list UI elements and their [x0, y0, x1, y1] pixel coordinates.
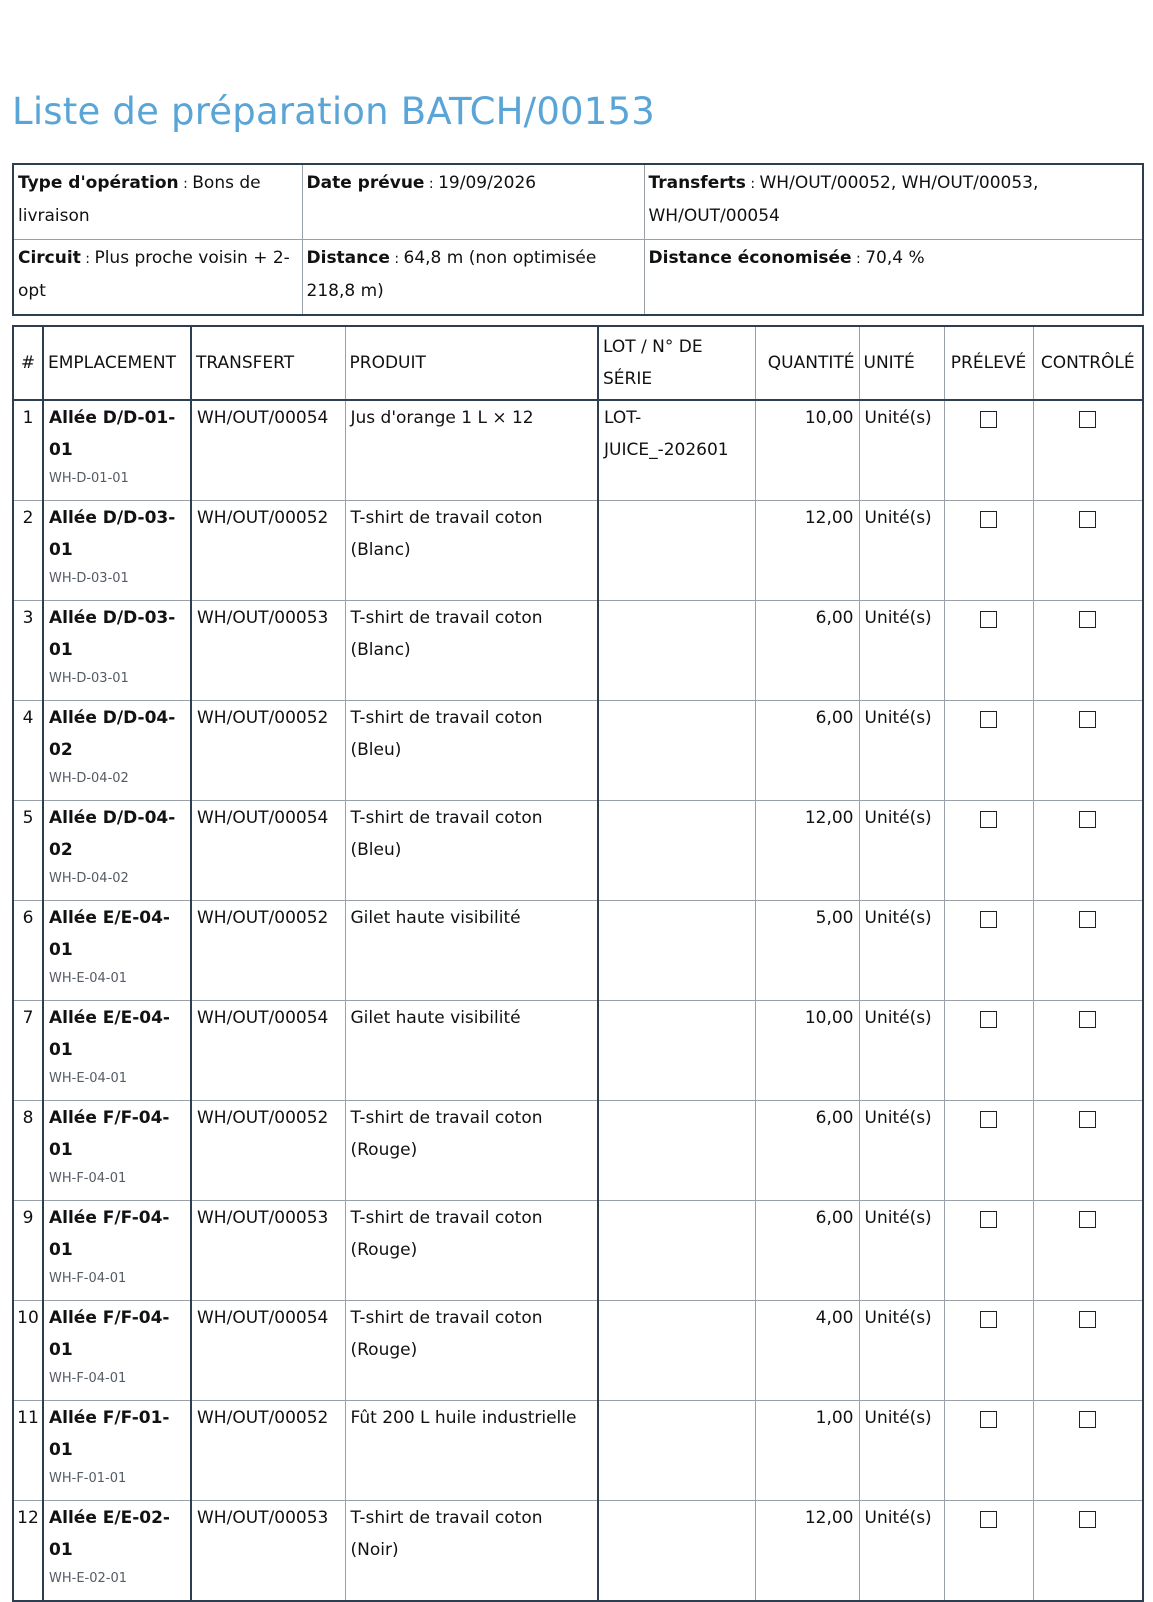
quantity-cell: 4,00 — [755, 1301, 859, 1401]
row-number: 9 — [13, 1201, 43, 1301]
picked-checkbox[interactable] — [980, 1111, 997, 1128]
row-number: 7 — [13, 1001, 43, 1101]
unit-cell: Unité(s) — [859, 1501, 944, 1602]
picked-cell — [944, 801, 1033, 901]
location-name: Allée E/E-02-01 — [49, 1508, 170, 1560]
table-row — [13, 501, 1143, 601]
col-header-lot: LOT / N° DE SÉRIE — [598, 326, 755, 400]
quantity-cell: 12,00 — [755, 801, 859, 901]
unit-cell: Unité(s) — [859, 1401, 944, 1501]
row-number: 5 — [13, 801, 43, 901]
transfer-cell: WH/OUT/00053 — [191, 1201, 345, 1301]
operation-type-value: Bons de livraison — [18, 173, 261, 226]
location-code: WH-E-02-01 — [49, 1571, 127, 1586]
quantity-cell: 10,00 — [755, 1001, 859, 1101]
quantity-cell: 10,00 — [755, 400, 859, 501]
location-code: WH-F-04-01 — [49, 1371, 127, 1386]
location-name: Allée E/E-04-01 — [49, 908, 170, 960]
transfer-cell: WH/OUT/00052 — [191, 1401, 345, 1501]
lot-cell — [598, 1001, 755, 1101]
checked-cell — [1033, 801, 1143, 901]
checked-cell — [1033, 901, 1143, 1001]
transfers-cell: Transferts : WH/OUT/00052, WH/OUT/00053, WH/OUT/00054 — [644, 164, 1143, 240]
picked-checkbox[interactable] — [980, 711, 997, 728]
table-row — [13, 601, 1143, 701]
picked-checkbox[interactable] — [980, 611, 997, 628]
transfer-cell: WH/OUT/00052 — [191, 1101, 345, 1201]
product-cell: Jus d'orange 1 L × 12 — [345, 400, 598, 501]
table-row — [13, 1501, 1143, 1602]
location-code: WH-F-04-01 — [49, 1271, 127, 1286]
table-row — [13, 1401, 1143, 1501]
picked-cell — [944, 601, 1033, 701]
table-row — [13, 901, 1143, 1001]
page-title: Liste de préparation BATCH/00153 — [12, 90, 656, 133]
col-header-location: EMPLACEMENT — [43, 326, 191, 400]
table-row — [13, 701, 1143, 801]
row-number: 1 — [13, 400, 43, 501]
unit-cell: Unité(s) — [859, 701, 944, 801]
location-cell — [43, 1301, 191, 1401]
location-name: Allée F/F-04-01 — [49, 1108, 170, 1160]
row-number: 11 — [13, 1401, 43, 1501]
picked-cell — [944, 1001, 1033, 1101]
row-number: 8 — [13, 1101, 43, 1201]
saved-distance-cell: Distance économisée : 70,4 % — [644, 240, 1143, 316]
checked-checkbox[interactable] — [1079, 711, 1096, 728]
checked-cell — [1033, 701, 1143, 801]
unit-cell: Unité(s) — [859, 801, 944, 901]
picked-checkbox[interactable] — [980, 911, 997, 928]
checked-cell — [1033, 601, 1143, 701]
checked-cell — [1033, 400, 1143, 501]
row-number: 2 — [13, 501, 43, 601]
location-name: Allée E/E-04-01 — [49, 1008, 170, 1060]
location-cell — [43, 1101, 191, 1201]
operation-type-cell: Type d'opération : Bons de livraison — [13, 164, 302, 240]
transfer-cell: WH/OUT/00054 — [191, 801, 345, 901]
transfer-cell: WH/OUT/00054 — [191, 1001, 345, 1101]
lot-cell — [598, 1201, 755, 1301]
route-cell: Circuit : Plus proche voisin + 2-opt — [13, 240, 302, 316]
saved-distance-label: Distance économisée — [648, 248, 852, 268]
transfers-label: Transferts — [648, 173, 746, 193]
unit-cell: Unité(s) — [859, 400, 944, 501]
col-header-quantity: QUANTITÉ — [755, 326, 859, 400]
checked-checkbox[interactable] — [1079, 1211, 1096, 1228]
picked-cell — [944, 501, 1033, 601]
col-header-unit: UNITÉ — [859, 326, 944, 400]
lot-cell — [598, 701, 755, 801]
table-row — [13, 1101, 1143, 1201]
lot-cell: LOT-JUICE_-202601 — [598, 400, 755, 501]
table-row — [13, 1001, 1143, 1101]
picked-cell — [944, 400, 1033, 501]
checked-checkbox[interactable] — [1079, 1411, 1096, 1428]
scheduled-date-label: Date prévue — [306, 173, 425, 193]
row-number: 10 — [13, 1301, 43, 1401]
scheduled-date-value: 19/09/2026 — [438, 173, 537, 193]
saved-distance-value: 70,4 % — [865, 248, 925, 268]
quantity-cell: 5,00 — [755, 901, 859, 1001]
location-cell — [43, 501, 191, 601]
checked-checkbox[interactable] — [1079, 1311, 1096, 1328]
checked-cell — [1033, 1001, 1143, 1101]
transfer-cell: WH/OUT/00054 — [191, 400, 345, 501]
operation-type-label: Type d'opération — [18, 173, 179, 193]
col-header-picked: PRÉLEVÉ — [944, 326, 1033, 400]
picked-checkbox[interactable] — [980, 511, 997, 528]
location-code: WH-D-01-01 — [49, 471, 129, 486]
product-cell: T-shirt de travail coton (Noir) — [345, 1501, 598, 1602]
transfer-cell: WH/OUT/00052 — [191, 901, 345, 1001]
picked-checkbox[interactable] — [980, 1211, 997, 1228]
transfer-cell: WH/OUT/00052 — [191, 701, 345, 801]
product-cell: T-shirt de travail coton (Rouge) — [345, 1301, 598, 1401]
picked-checkbox[interactable] — [980, 1511, 997, 1528]
checked-checkbox[interactable] — [1079, 611, 1096, 628]
distance-label: Distance — [306, 248, 390, 268]
distance-cell: Distance : 64,8 m (non optimisée 218,8 m) — [302, 240, 644, 316]
location-code: WH-E-04-01 — [49, 971, 127, 986]
checked-checkbox[interactable] — [1079, 811, 1096, 828]
product-cell: T-shirt de travail coton (Blanc) — [345, 601, 598, 701]
location-code: WH-F-01-01 — [49, 1471, 127, 1486]
info-row — [13, 240, 1143, 316]
col-header-product: PRODUIT — [345, 326, 598, 400]
product-cell: Gilet haute visibilité — [345, 1001, 598, 1101]
location-code: WH-D-04-02 — [49, 871, 129, 886]
location-cell — [43, 1501, 191, 1602]
location-name: Allée D/D-04-02 — [49, 708, 176, 760]
location-code: WH-D-03-01 — [49, 571, 129, 586]
location-name: Allée D/D-03-01 — [49, 608, 176, 660]
checked-checkbox[interactable] — [1079, 1011, 1096, 1028]
location-cell — [43, 801, 191, 901]
location-code: WH-D-04-02 — [49, 771, 129, 786]
unit-cell: Unité(s) — [859, 1101, 944, 1201]
product-cell: T-shirt de travail coton (Bleu) — [345, 801, 598, 901]
lot-cell — [598, 601, 755, 701]
location-code: WH-F-04-01 — [49, 1171, 127, 1186]
picked-cell — [944, 1201, 1033, 1301]
lot-cell — [598, 501, 755, 601]
distance-value: 64,8 m (non optimisée 218,8 m) — [306, 248, 597, 301]
table-row — [13, 801, 1143, 901]
product-cell: T-shirt de travail coton (Rouge) — [345, 1101, 598, 1201]
picked-checkbox[interactable] — [980, 1011, 997, 1028]
picked-cell — [944, 1301, 1033, 1401]
table-row — [13, 1201, 1143, 1301]
lot-cell — [598, 1401, 755, 1501]
location-name: Allée D/D-01-01 — [49, 408, 176, 460]
scheduled-date-cell: Date prévue : 19/09/2026 — [302, 164, 644, 240]
location-name: Allée F/F-04-01 — [49, 1308, 170, 1360]
checked-cell — [1033, 1301, 1143, 1401]
transfers-value: WH/OUT/00052, WH/OUT/00053, WH/OUT/00054 — [648, 173, 1039, 226]
checked-checkbox[interactable] — [1079, 411, 1096, 428]
info-row — [13, 164, 1143, 240]
row-number: 3 — [13, 601, 43, 701]
row-number: 4 — [13, 701, 43, 801]
unit-cell: Unité(s) — [859, 1001, 944, 1101]
col-header-transfer: TRANSFERT — [191, 326, 345, 400]
unit-cell: Unité(s) — [859, 901, 944, 1001]
checked-cell — [1033, 1101, 1143, 1201]
quantity-cell: 12,00 — [755, 501, 859, 601]
checked-checkbox[interactable] — [1079, 1111, 1096, 1128]
location-code: WH-E-04-01 — [49, 1071, 127, 1086]
quantity-cell: 1,00 — [755, 1401, 859, 1501]
row-number: 6 — [13, 901, 43, 1001]
location-cell — [43, 1401, 191, 1501]
location-name: Allée F/F-01-01 — [49, 1408, 170, 1460]
col-header-num: # — [13, 326, 43, 400]
location-code: WH-D-03-01 — [49, 671, 129, 686]
lot-cell — [598, 1101, 755, 1201]
lot-cell — [598, 1501, 755, 1602]
route-label: Circuit — [18, 248, 81, 268]
header-row — [13, 326, 1143, 400]
transfer-cell: WH/OUT/00053 — [191, 1501, 345, 1602]
quantity-cell: 12,00 — [755, 1501, 859, 1602]
quantity-cell: 6,00 — [755, 1201, 859, 1301]
picked-cell — [944, 901, 1033, 1001]
location-cell — [43, 601, 191, 701]
transfer-cell: WH/OUT/00053 — [191, 601, 345, 701]
transfer-cell: WH/OUT/00054 — [191, 1301, 345, 1401]
unit-cell: Unité(s) — [859, 601, 944, 701]
batch-info-table — [12, 163, 1144, 316]
col-header-checked: CONTRÔLÉ — [1033, 326, 1143, 400]
quantity-cell: 6,00 — [755, 601, 859, 701]
checked-cell — [1033, 1501, 1143, 1602]
checked-checkbox[interactable] — [1079, 511, 1096, 528]
picked-cell — [944, 701, 1033, 801]
table-row — [13, 1301, 1143, 1401]
lot-cell — [598, 801, 755, 901]
lot-cell — [598, 901, 755, 1001]
unit-cell: Unité(s) — [859, 501, 944, 601]
picked-checkbox[interactable] — [980, 411, 997, 428]
picked-cell — [944, 1501, 1033, 1602]
unit-cell: Unité(s) — [859, 1201, 944, 1301]
transfer-cell: WH/OUT/00052 — [191, 501, 345, 601]
picked-cell — [944, 1401, 1033, 1501]
picked-checkbox[interactable] — [980, 1311, 997, 1328]
product-cell: T-shirt de travail coton (Rouge) — [345, 1201, 598, 1301]
location-cell — [43, 901, 191, 1001]
checked-cell — [1033, 1201, 1143, 1301]
quantity-cell: 6,00 — [755, 1101, 859, 1201]
product-cell: T-shirt de travail coton (Bleu) — [345, 701, 598, 801]
location-cell — [43, 400, 191, 501]
checked-checkbox[interactable] — [1079, 1511, 1096, 1528]
checked-checkbox[interactable] — [1079, 911, 1096, 928]
checked-cell — [1033, 1401, 1143, 1501]
location-name: Allée D/D-04-02 — [49, 808, 176, 860]
location-cell — [43, 701, 191, 801]
product-cell: Gilet haute visibilité — [345, 901, 598, 1001]
picking-lines-table — [12, 325, 1144, 1602]
picked-checkbox[interactable] — [980, 1411, 997, 1428]
quantity-cell: 6,00 — [755, 701, 859, 801]
location-name: Allée D/D-03-01 — [49, 508, 176, 560]
product-cell: Fût 200 L huile industrielle — [345, 1401, 598, 1501]
picked-checkbox[interactable] — [980, 811, 997, 828]
checked-cell — [1033, 501, 1143, 601]
location-cell — [43, 1201, 191, 1301]
route-value: Plus proche voisin + 2-opt — [18, 248, 290, 301]
table-row — [13, 400, 1143, 501]
product-cell: T-shirt de travail coton (Blanc) — [345, 501, 598, 601]
unit-cell: Unité(s) — [859, 1301, 944, 1401]
location-cell — [43, 1001, 191, 1101]
location-name: Allée F/F-04-01 — [49, 1208, 170, 1260]
lot-cell — [598, 1301, 755, 1401]
row-number: 12 — [13, 1501, 43, 1602]
picked-cell — [944, 1101, 1033, 1201]
picking-lines-body — [13, 400, 1143, 1601]
